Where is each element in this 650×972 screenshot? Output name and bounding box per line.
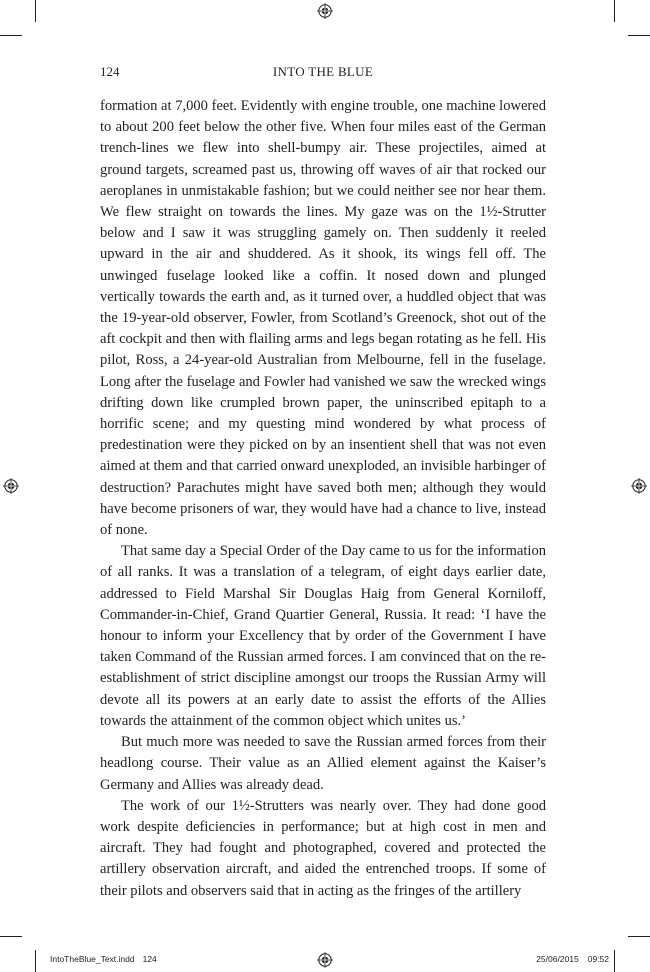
crop-mark-top-right-horizontal: [628, 35, 650, 36]
slug-timestamp: [536, 953, 609, 965]
slug-file-info: [50, 953, 157, 965]
crop-mark-top-right-vertical: [614, 0, 615, 22]
crop-mark-bottom-right-horizontal: [628, 936, 650, 937]
registration-mark-left-icon: [3, 478, 19, 494]
paragraph-strutters: The work of our 1½-Strutters was nearly over. They had done good work despite deficiencies in performance; but at high cost in men and aircraft. They had fought and photographed, covered and protected the artillery observation aircraft, and aided the entrenched troops. If some of their pilots and observers said that in acting as the fringes of the artillery: [100, 797, 546, 899]
paragraph-continued: formation at 7,000 feet. Evidently with engine trouble, one machine lowered to about 200 feet below the other five. When four miles east of the German trench-lines we flew into shell-bumpy air. These projectiles, aimed at ground targets, screamed past us, throwing off waves of air that rocked our aeroplanes in unmistakable fashion; but we could neither see nor hear them. We flew straight on towards the lines. My gaze was on the 1½-Strutter below and I saw it was struggling gamely on. Then suddenly it reeled upward in the air and shuddered. As it shook, its wings fell off. The unwinged fuselage looked like a coffin. It nosed down and plunged vertically towards the earth and, as it turned over, a huddled object that was the 19-year-old observer, Fowler, from Scotland’s Greenock, shot out of the aft cockpit and then with flailing arms and legs began rotating as he fell. His pilot, Ross, a 24-year-old Australian from Melbourne, fell in the fuselage. Long after the fuselage and Fowler had vanished we saw the wrecked wings drifting down like crumpled brown paper, the uninscribed epitaph to a horrific scene; and my questing mind wondered by what process of predestination were they picked on by an insentient shell that was not even aimed at them and that carried onward unexploded, an invisible harbinger of destruction? Parachutes might have saved both men; although they would have become prisoners of war, they would have had a chance to live, instead of none.: [100, 98, 546, 539]
slug-file-page: 124: [142, 954, 157, 964]
book-title: INTO THE BLUE: [272, 64, 374, 79]
crop-mark-top-left-horizontal: [0, 35, 22, 36]
crop-mark-top-left-vertical: [35, 0, 36, 22]
registration-mark-bottom-icon: [317, 952, 333, 968]
slug-time: 09:52: [587, 954, 609, 964]
body-text: [100, 96, 546, 902]
crop-mark-bottom-left-vertical: [35, 950, 36, 972]
slug-file-name: IntoTheBlue_Text.indd: [50, 954, 135, 964]
paragraph-special-order: That same day a Special Order of the Day came to us for the information of all ranks. It was a translation of a telegram, of eight days earlier date, addressed to Field Marshal Sir Douglas Haig from General Korniloff, Commander-in-Chief, Grand Quartier General, Russia. It read: ‘I have the honour to inform your Excellency that by order of the Government I have taken Command of the Russian armed forces. I am convinced that on the re-establishment of strict discipline amongst our troops the Russian Army will devote all its powers at an early date to assist the efforts of the Allies towards the attainment of the common object which unites us.’: [100, 543, 546, 729]
paragraph-russian-forces: But much more was needed to save the Russian armed forces from their headlong course. Their value as an Allied element against the Kaiser’s Germany and Allies was already dead.: [100, 734, 546, 793]
crop-mark-bottom-left-horizontal: [0, 936, 22, 937]
registration-mark-right-icon: [631, 478, 647, 494]
registration-mark-top-icon: [317, 3, 333, 19]
crop-mark-bottom-right-vertical: [614, 950, 615, 972]
running-head: [100, 62, 546, 82]
slug-date: 25/06/2015: [536, 954, 579, 964]
page-number: 124: [100, 64, 120, 79]
